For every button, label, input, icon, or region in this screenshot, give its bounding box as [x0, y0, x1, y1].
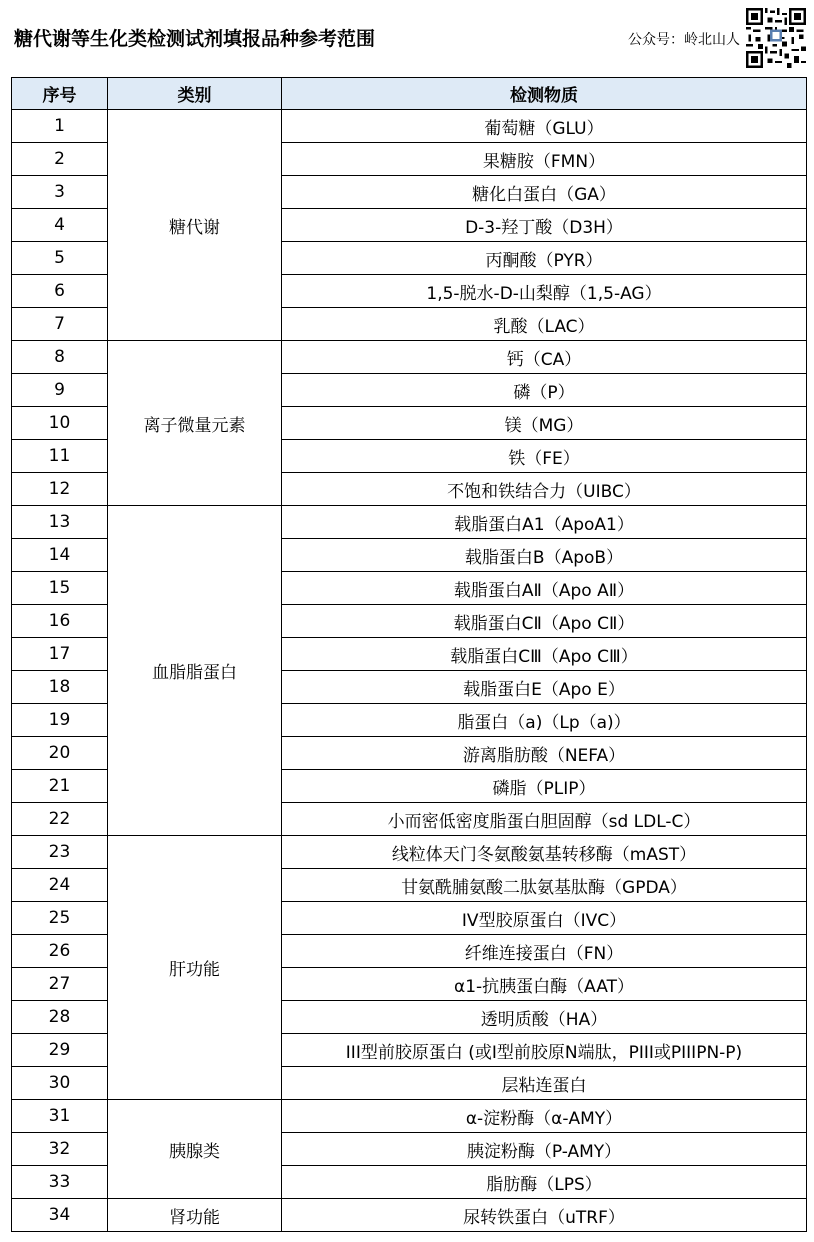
column-header-substance: 检测物质 — [282, 78, 807, 110]
row-number: 5 — [12, 242, 108, 275]
row-number: 12 — [12, 473, 108, 506]
table-row — [12, 110, 807, 143]
substance-cell: IV型胶原蛋白（IVC） — [282, 902, 807, 935]
row-number: 32 — [12, 1133, 108, 1166]
row-number: 8 — [12, 341, 108, 374]
row-number: 25 — [12, 902, 108, 935]
row-number: 4 — [12, 209, 108, 242]
substance-cell: 载脂蛋白E（Apo E） — [282, 671, 807, 704]
row-number: 19 — [12, 704, 108, 737]
substance-cell: 载脂蛋白B（ApoB） — [282, 539, 807, 572]
table-row — [12, 506, 807, 539]
row-number: 27 — [12, 968, 108, 1001]
substance-cell: 胰淀粉酶（P-AMY） — [282, 1133, 807, 1166]
category-cell: 肝功能 — [108, 836, 282, 1100]
row-number: 31 — [12, 1100, 108, 1133]
category-cell: 肾功能 — [108, 1199, 282, 1232]
substance-cell: D-3-羟丁酸（D3H） — [282, 209, 807, 242]
reference-table — [11, 77, 807, 1232]
substance-cell: 葡萄糖（GLU） — [282, 110, 807, 143]
substance-cell: 层粘连蛋白 — [282, 1067, 807, 1100]
column-header-number: 序号 — [12, 78, 108, 110]
row-number: 11 — [12, 440, 108, 473]
substance-cell: α1-抗胰蛋白酶（AAT） — [282, 968, 807, 1001]
row-number: 9 — [12, 374, 108, 407]
substance-cell: 脂肪酶（LPS） — [282, 1166, 807, 1199]
row-number: 3 — [12, 176, 108, 209]
row-number: 15 — [12, 572, 108, 605]
substance-cell: 载脂蛋白AⅡ（Apo AⅡ） — [282, 572, 807, 605]
category-cell: 离子微量元素 — [108, 341, 282, 506]
row-number: 18 — [12, 671, 108, 704]
category-cell: 胰腺类 — [108, 1100, 282, 1199]
qr-code-icon — [746, 8, 806, 68]
row-number: 28 — [12, 1001, 108, 1034]
substance-cell: III型前胶原蛋白 (或I型前胶原N端肽，PIII或PIIIPN-P) — [282, 1034, 807, 1067]
substance-cell: 尿转铁蛋白（uTRF） — [282, 1199, 807, 1232]
row-number: 13 — [12, 506, 108, 539]
substance-cell: 线粒体天门冬氨酸氨基转移酶（mAST） — [282, 836, 807, 869]
substance-cell: 1,5-脱水-D-山梨醇（1,5-AG） — [282, 275, 807, 308]
table-row — [12, 836, 807, 869]
substance-cell: 纤维连接蛋白（FN） — [282, 935, 807, 968]
substance-cell: 镁（MG） — [282, 407, 807, 440]
row-number: 34 — [12, 1199, 108, 1232]
table-row — [12, 1199, 807, 1232]
row-number: 6 — [12, 275, 108, 308]
column-header-category: 类别 — [108, 78, 282, 110]
substance-cell: 果糖胺（FMN） — [282, 143, 807, 176]
substance-cell: 乳酸（LAC） — [282, 308, 807, 341]
row-number: 22 — [12, 803, 108, 836]
substance-cell: 磷脂（PLIP） — [282, 770, 807, 803]
substance-cell: 甘氨酰脯氨酸二肽氨基肽酶（GPDA） — [282, 869, 807, 902]
row-number: 23 — [12, 836, 108, 869]
substance-cell: 载脂蛋白CⅢ（Apo CⅢ） — [282, 638, 807, 671]
substance-cell: 铁（FE） — [282, 440, 807, 473]
row-number: 10 — [12, 407, 108, 440]
row-number: 14 — [12, 539, 108, 572]
substance-cell: 小而密低密度脂蛋白胆固醇（sd LDL-C） — [282, 803, 807, 836]
row-number: 2 — [12, 143, 108, 176]
row-number: 7 — [12, 308, 108, 341]
row-number: 1 — [12, 110, 108, 143]
page-title: 糖代谢等生化类检测试剂填报品种参考范围 — [14, 28, 376, 50]
table-header-row — [12, 78, 807, 110]
substance-cell: 透明质酸（HA） — [282, 1001, 807, 1034]
substance-cell: 不饱和铁结合力（UIBC） — [282, 473, 807, 506]
brand-label: 公众号：岭北山人 — [628, 32, 740, 48]
row-number: 21 — [12, 770, 108, 803]
row-number: 30 — [12, 1067, 108, 1100]
row-number: 24 — [12, 869, 108, 902]
substance-cell: 脂蛋白（a)（Lp（a)） — [282, 704, 807, 737]
row-number: 33 — [12, 1166, 108, 1199]
row-number: 16 — [12, 605, 108, 638]
substance-cell: 糖化白蛋白（GA） — [282, 176, 807, 209]
substance-cell: 游离脂肪酸（NEFA） — [282, 737, 807, 770]
substance-cell: 丙酮酸（PYR） — [282, 242, 807, 275]
substance-cell: 载脂蛋白CⅡ（Apo CⅡ） — [282, 605, 807, 638]
row-number: 17 — [12, 638, 108, 671]
row-number: 29 — [12, 1034, 108, 1067]
substance-cell: 载脂蛋白A1（ApoA1） — [282, 506, 807, 539]
table-row — [12, 341, 807, 374]
table-row — [12, 1100, 807, 1133]
substance-cell: α-淀粉酶（α-AMY） — [282, 1100, 807, 1133]
row-number: 26 — [12, 935, 108, 968]
row-number: 20 — [12, 737, 108, 770]
substance-cell: 磷（P） — [282, 374, 807, 407]
category-cell: 糖代谢 — [108, 110, 282, 341]
substance-cell: 钙（CA） — [282, 341, 807, 374]
category-cell: 血脂脂蛋白 — [108, 506, 282, 836]
